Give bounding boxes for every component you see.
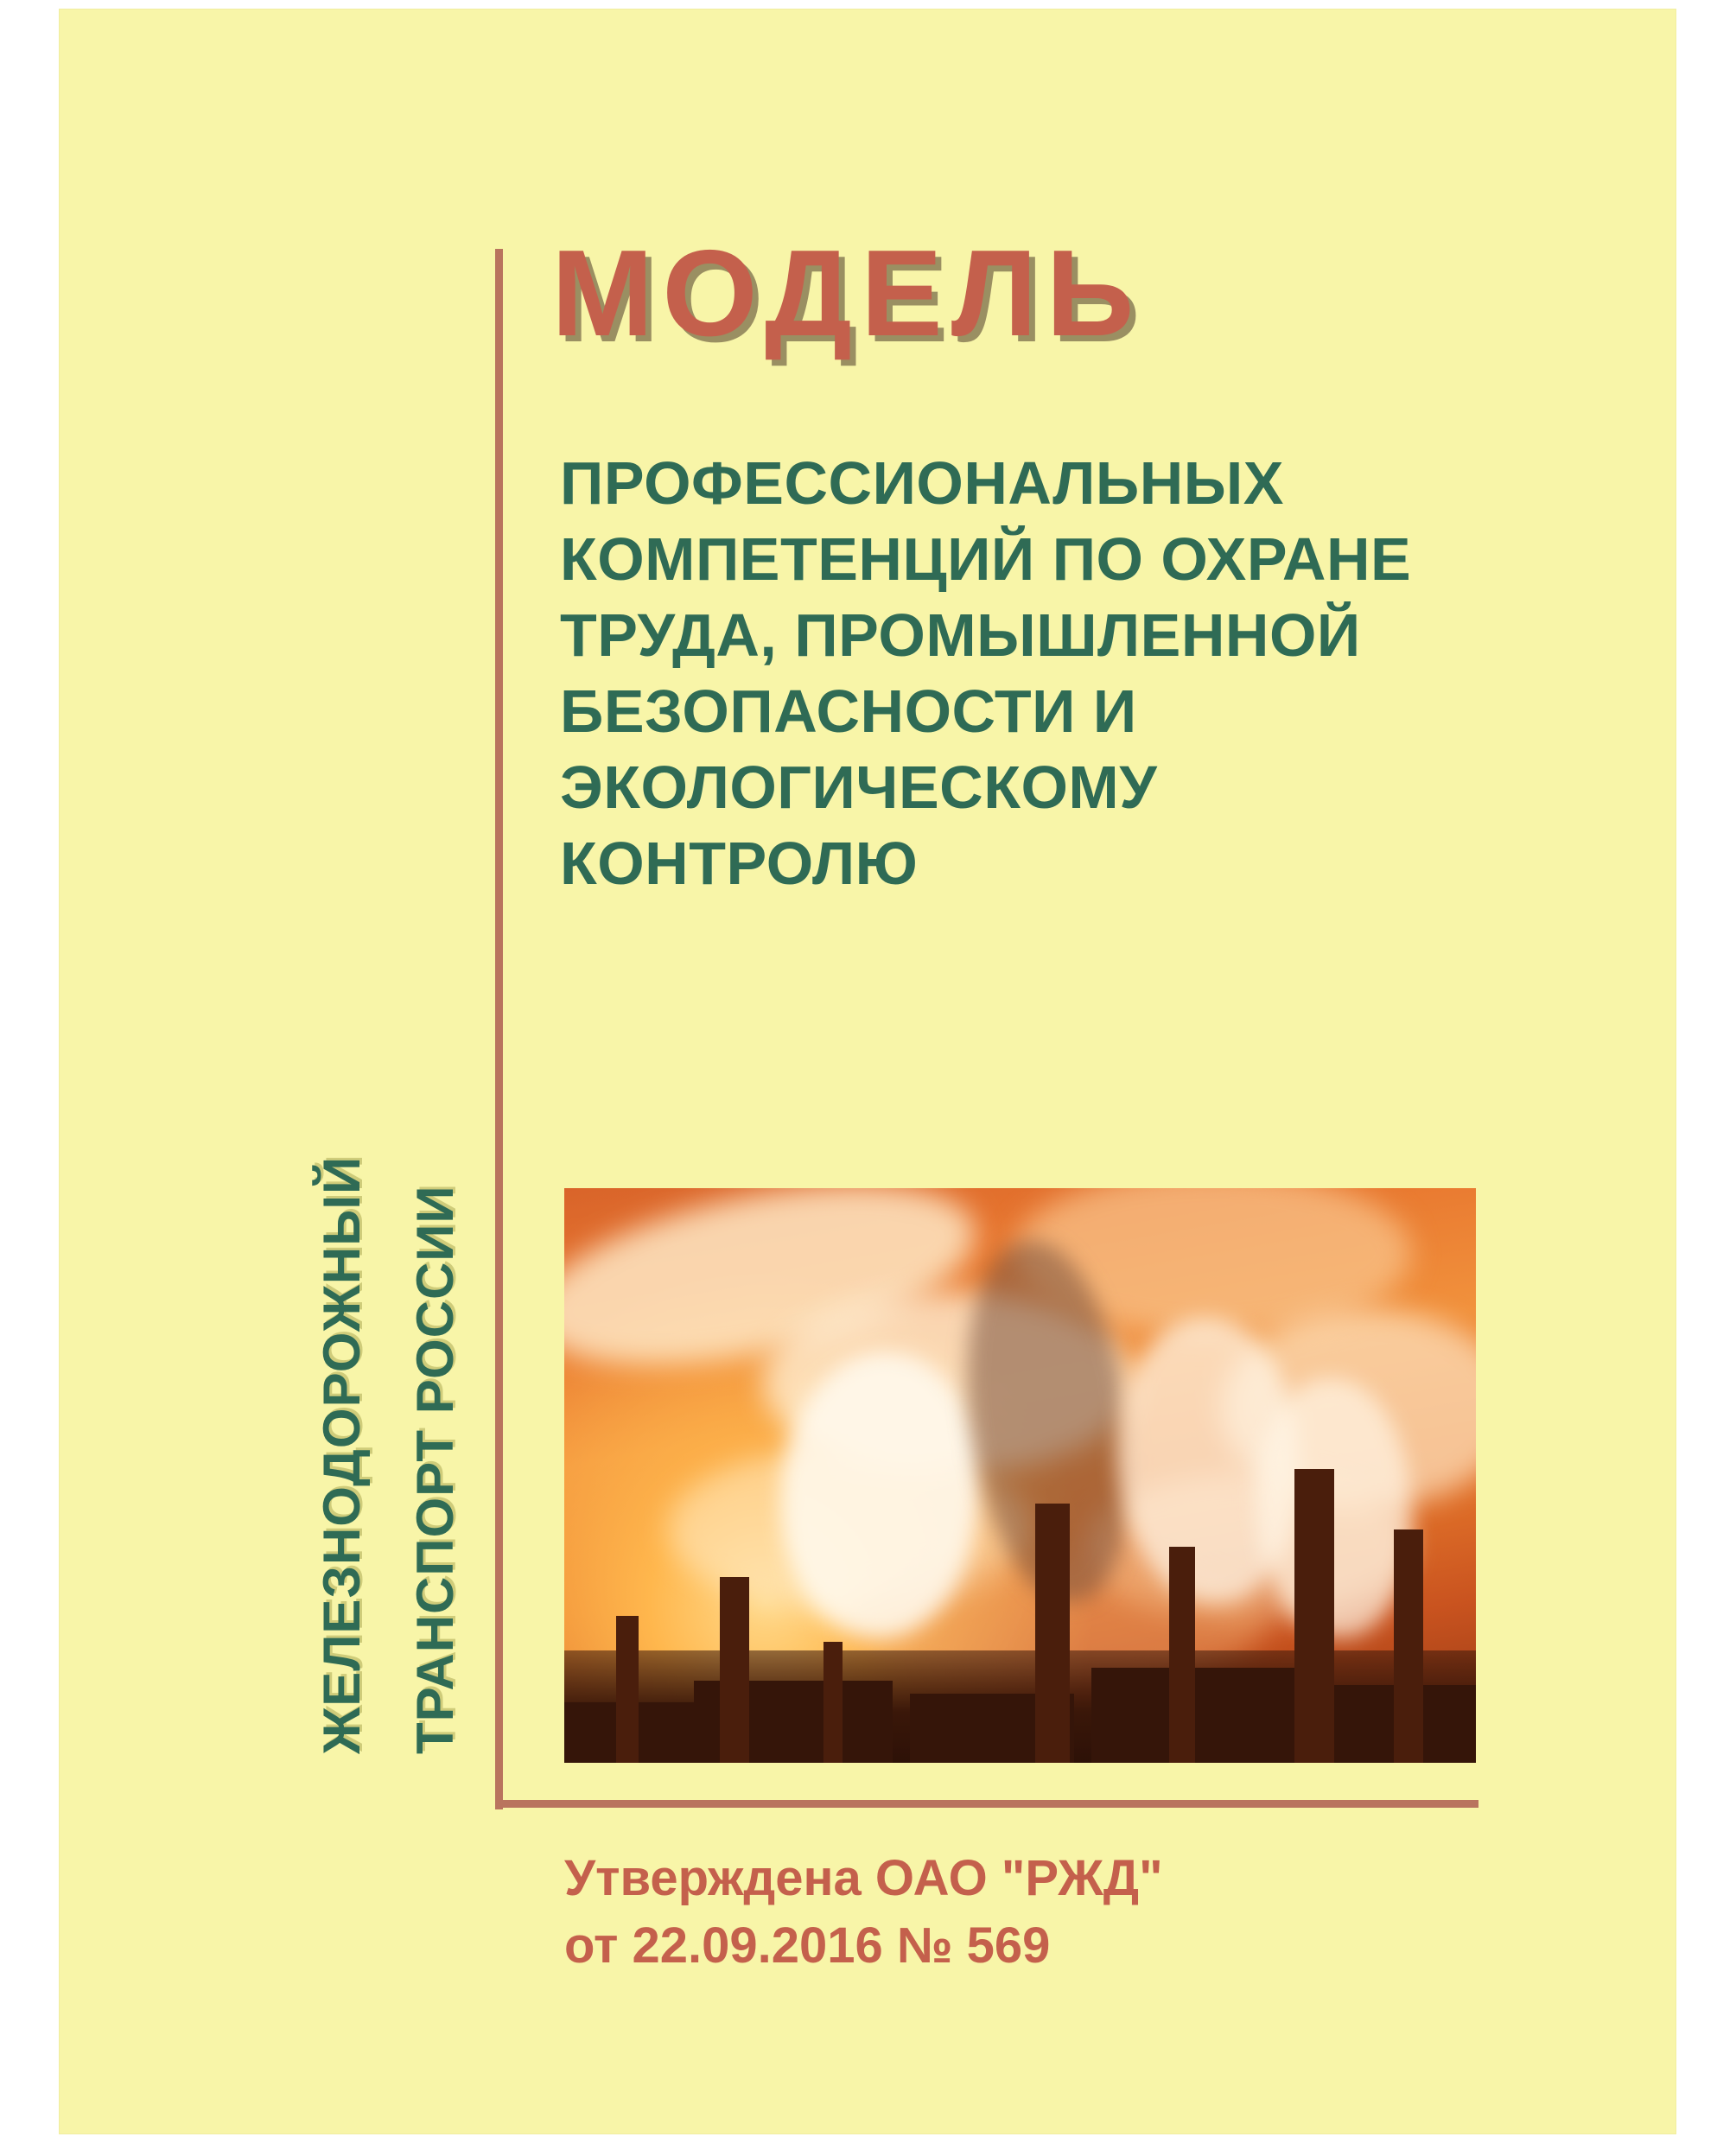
factory-building [1091,1668,1316,1763]
series-title-block [245,251,486,1771]
smokestack [1394,1529,1423,1763]
approval-line-1: Утверждена ОАО "РЖД" [564,1850,1163,1906]
book-cover [59,9,1676,2134]
series-title-line-1: ЖЕЛЕЗНОДОРОЖНЫЙ [313,1155,371,1754]
series-title-line-2: ТРАНСПОРТ РОССИИ [406,1185,464,1754]
smokestack [1169,1547,1195,1763]
approval-block [564,1845,1480,1980]
cover-photo [564,1188,1476,1763]
smokestack [1035,1504,1070,1763]
smokestack [1294,1469,1334,1763]
smokestack [616,1616,639,1763]
approval-line-2: от 22.09.2016 № 569 [564,1917,1051,1974]
page-title: МОДЕЛЬ [551,225,1143,362]
horizontal-divider-rule [495,1800,1478,1808]
smokestack [720,1577,749,1763]
vertical-divider-rule [495,249,503,1809]
smokestack [823,1642,843,1763]
page-subtitle: ПРОФЕССИОНАЛЬНЫХ КОМПЕТЕНЦИЙ ПО ОХРАНЕ ТРУДА, ПРОМЫШЛЕННОЙ БЕЗОПАСНОСТИ И ЭКОЛОГИЧЕСКОМУ КОНТРОЛЮ [560,449,1412,897]
